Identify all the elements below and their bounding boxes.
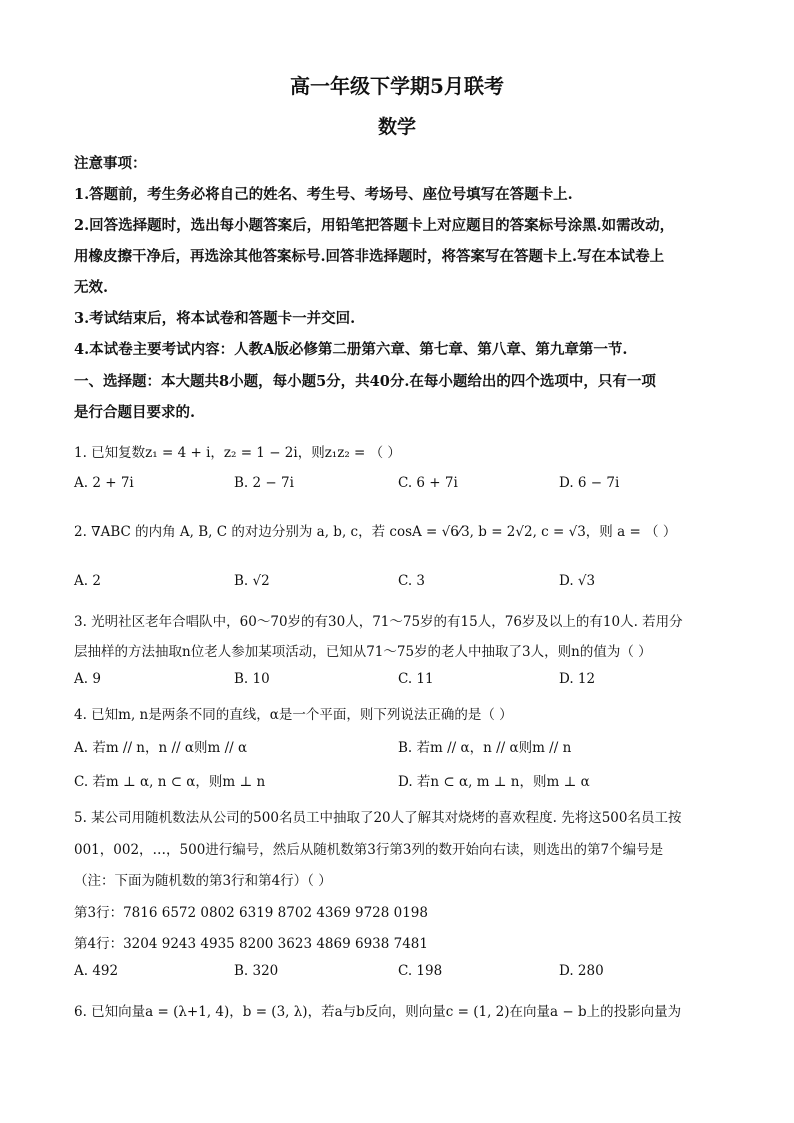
question-4-option-c: C. 若m ⊥ α, n ⊂ α，则m ⊥ n	[74, 774, 266, 790]
question-2-stem: 2. ∇ABC 的内角 A, B, C 的对边分别为 a, b, c，若 cosA = √6⁄3, b = 2√2, c = √3，则 a = （ ）	[74, 524, 677, 540]
section-heading: 一、选择题：本大题共8小题，每小题5分，共40分.在每小题给出的四个选项中，只有一项	[74, 373, 656, 390]
notice-item-2-cont: 用橡皮擦干净后，再选涂其他答案标号.回答非选择题时，将答案写在答题卡上.写在本试卷上	[74, 248, 665, 265]
notice-heading: 注意事项：	[74, 155, 147, 172]
question-5-stem: 5. 某公司用随机数法从公司的500名员工中抽取了20人了解其对烧烤的喜欢程度. 先将这500名员工按	[74, 810, 682, 826]
question-1-option-b: B. 2 − 7i	[234, 475, 294, 491]
question-2-option-c: C. 3	[398, 573, 426, 589]
question-1-option-a: A. 2 + 7i	[74, 475, 134, 491]
question-2-option-b: B. √2	[234, 573, 270, 589]
question-5-random-row-3: 第3行：7816 6572 0802 6319 8702 4369 9728 0198	[74, 905, 428, 921]
question-4-stem: 4. 已知m, n是两条不同的直线，α是一个平面，则下列说法正确的是（ ）	[74, 707, 513, 723]
section-heading-cont: 是行合题目要求的.	[74, 404, 196, 421]
question-5-option-a: A. 492	[74, 963, 119, 979]
question-5-option-d: D. 280	[559, 963, 604, 979]
question-5-note: （注：下面为随机数的第3行和第4行）（ ）	[74, 873, 332, 889]
exam-subject: 数学	[377, 116, 416, 138]
question-3-option-b: B. 10	[234, 671, 270, 687]
question-2-option-d: D. √3	[559, 573, 596, 589]
question-3-stem-cont: 层抽样的方法抽取n位老人参加某项活动，已知从71～75岁的老人中抽取了3人，则n的值为（ ）	[74, 644, 652, 660]
question-3-option-c: C. 11	[398, 671, 434, 687]
question-4-option-b: B. 若m // α，n // α则m // n	[398, 740, 572, 756]
notice-item-2: 2.回答选择题时，选出每小题答案后，用铅笔把答题卡上对应题目的答案标号涂黑.如需改动，	[74, 217, 675, 234]
notice-item-2-end: 无效.	[74, 279, 109, 296]
notice-item-3: 3.考试结束后，将本试卷和答题卡一并交回.	[74, 310, 356, 327]
question-3-option-d: D. 12	[559, 671, 596, 687]
question-4-option-a: A. 若m // n，n // α则m // α	[74, 740, 248, 756]
question-5-option-b: B. 320	[234, 963, 279, 979]
question-3-option-a: A. 9	[74, 671, 101, 687]
question-5-random-row-4: 第4行：3204 9243 4935 8200 3623 4869 6938 7481	[74, 936, 428, 952]
question-1-option-d: D. 6 − 7i	[559, 475, 620, 491]
question-2-option-a: A. 2	[74, 573, 101, 589]
exam-title: 高一年级下学期5月联考	[290, 74, 504, 98]
question-1-stem: 1. 已知复数z₁ = 4 + i，z₂ = 1 − 2i，则z₁z₂ = （ ）	[74, 445, 401, 461]
notice-item-1: 1.答题前，考生务必将自己的姓名、考生号、考场号、座位号填写在答题卡上.	[74, 186, 573, 203]
notice-item-4: 4.本试卷主要考试内容：人教A版必修第二册第六章、第七章、第八章、第九章第一节.	[74, 341, 628, 358]
question-5-stem-cont: 001，002，…，500进行编号，然后从随机数第3行第3列的数开始向右读，则选出的第7个编号是	[74, 842, 664, 858]
question-1-option-c: C. 6 + 7i	[398, 475, 458, 491]
question-3-stem: 3. 光明社区老年合唱队中，60～70岁的有30人，71～75岁的有15人，76岁及以上的有10人. 若用分	[74, 614, 683, 630]
question-4-option-d: D. 若n ⊂ α, m ⊥ n，则m ⊥ α	[398, 774, 590, 790]
question-5-option-c: C. 198	[398, 963, 443, 979]
question-6-stem: 6. 已知向量a = (λ+1, 4)，b = (3, λ)，若a与b反向，则向量c = (1, 2)在向量a − b上的投影向量为	[74, 1004, 682, 1020]
